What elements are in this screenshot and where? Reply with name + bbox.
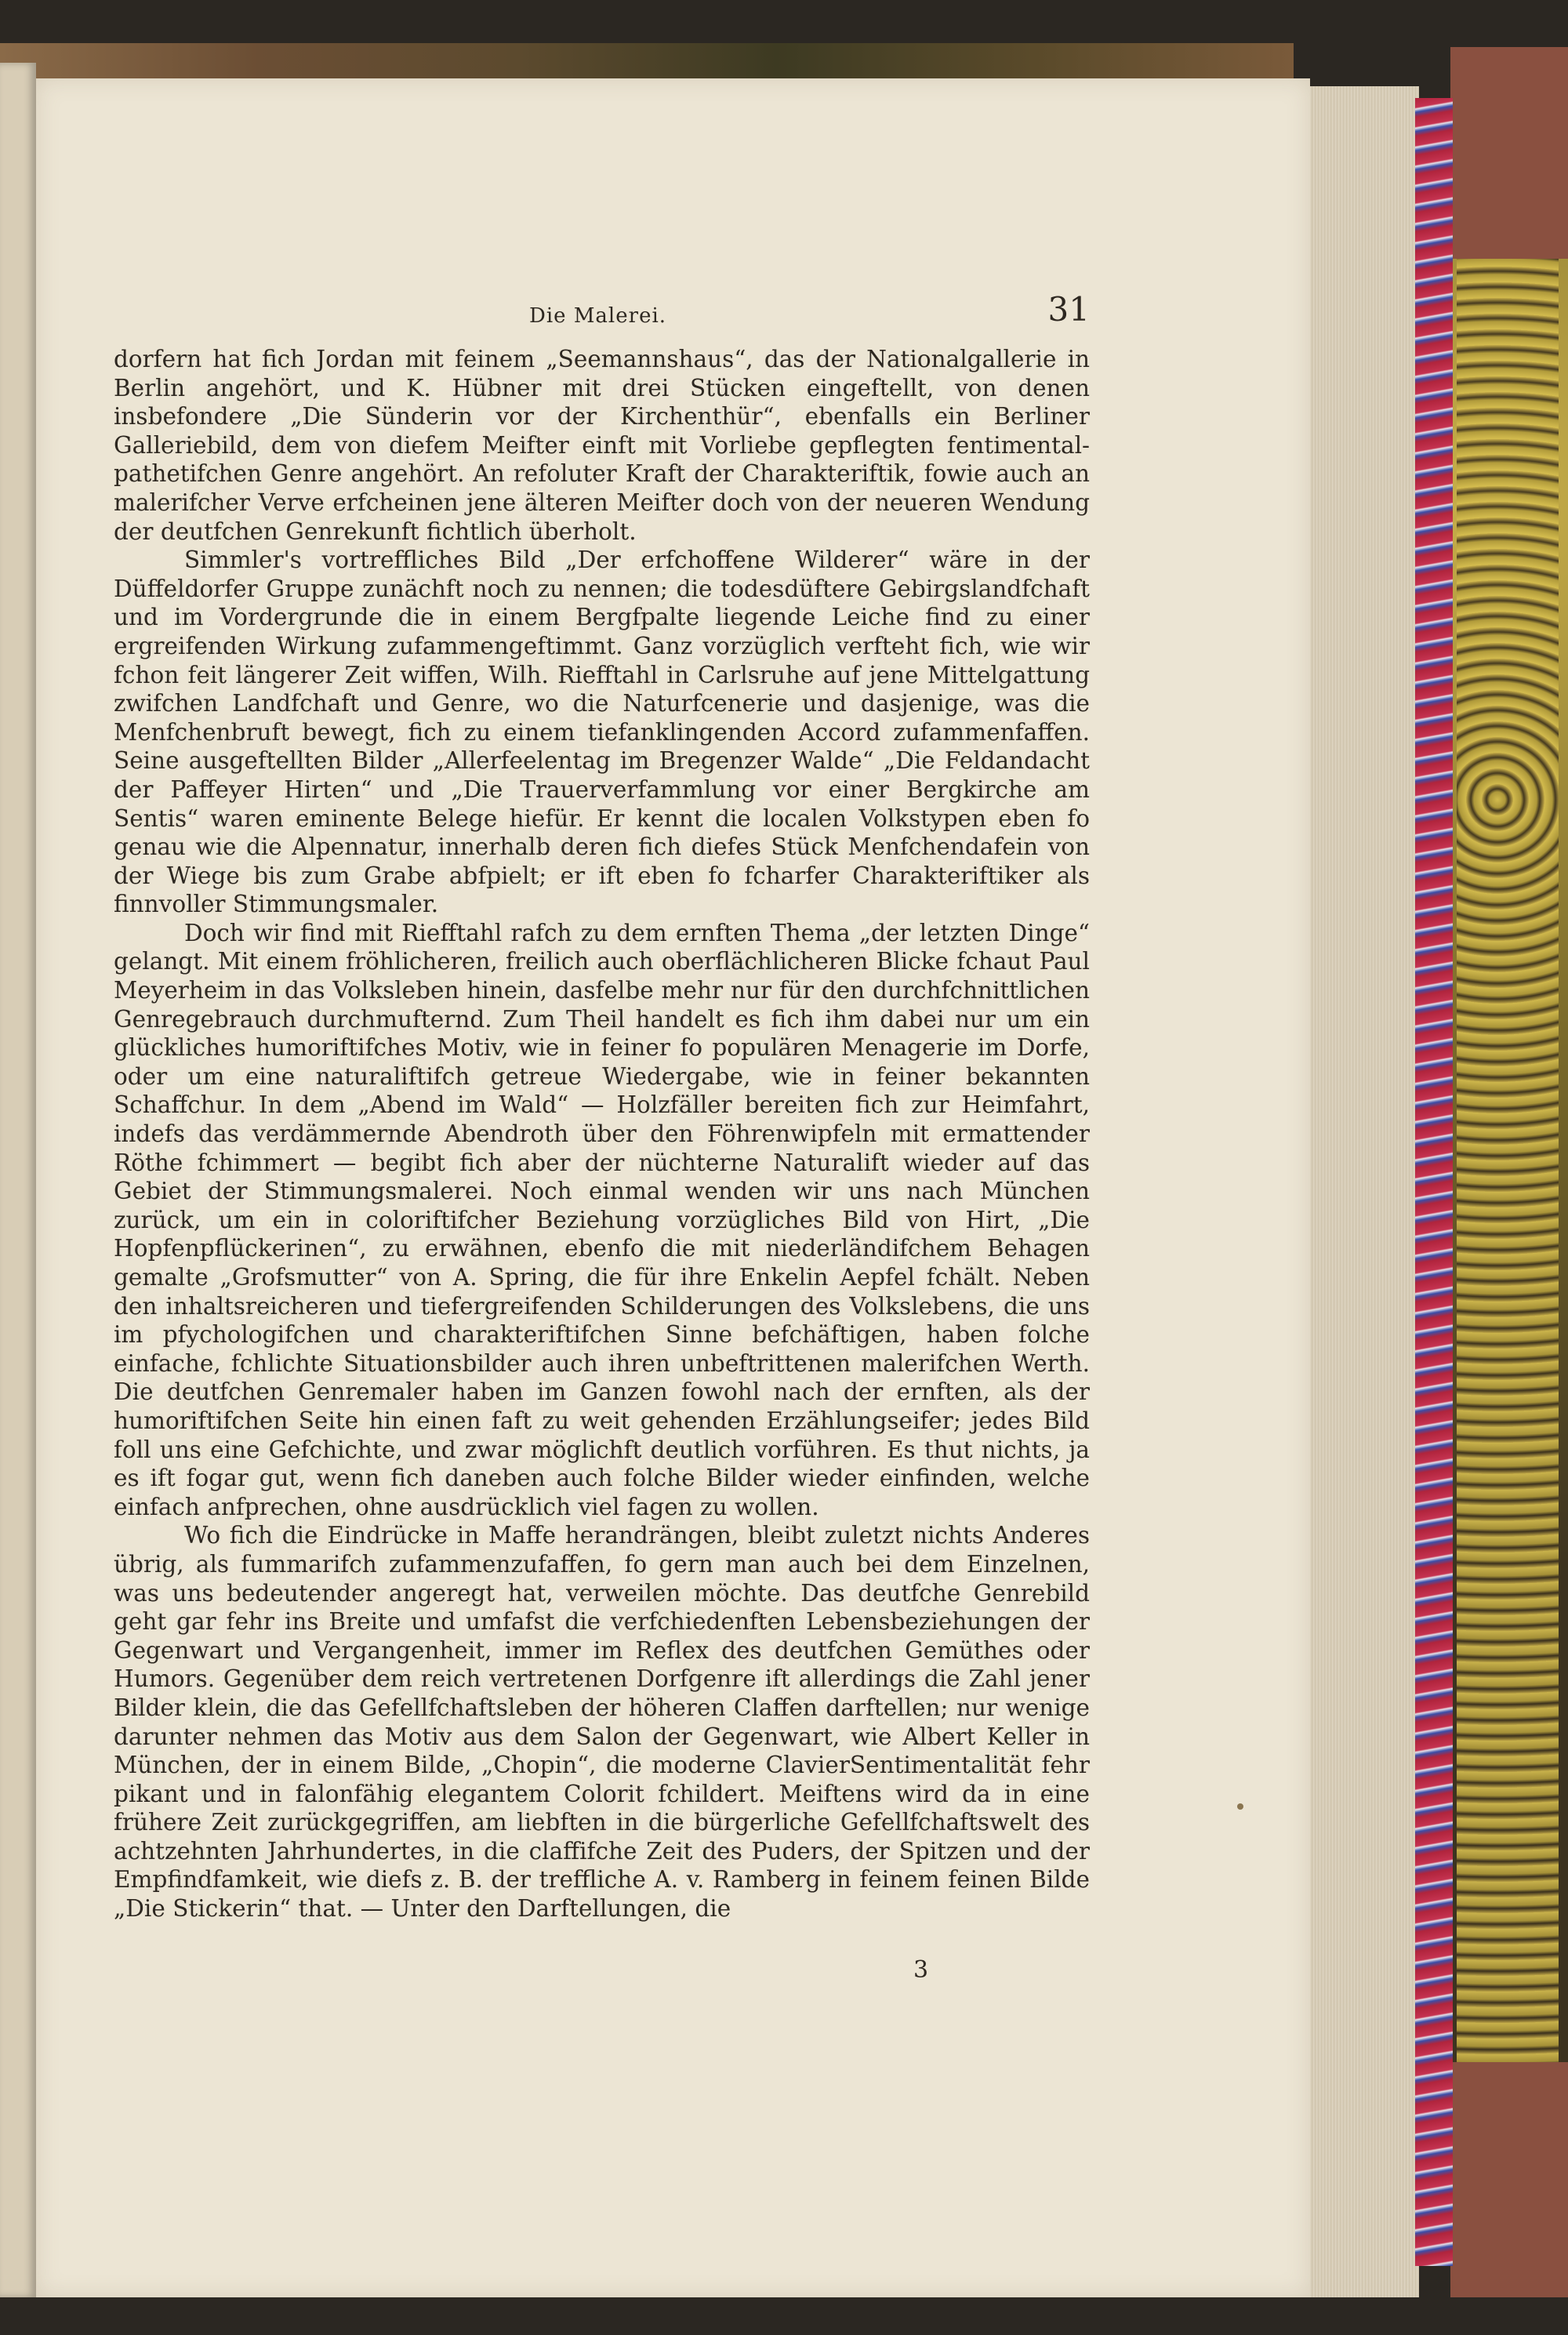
- page-block-edge: [1301, 86, 1419, 2297]
- marbled-cover-paper: [1457, 259, 1559, 2062]
- paragraph: Doch wir find mit Riefftahl rafch zu dem ernften Thema „der letzten Dinge“ gelangt. Mit einem fröhlicheren, freilich auch oberflächlicheren Blicke fchaut Paul Meyerheim in das Volksleben hinein, dasfelbe mehr nur für den durchfchnittlichen Genregebrauch durchmufternd. Zum Theil handelt es fich ihm dabei nur um ein glückliches humoriftifches Motiv, wie in feiner fo populären Menagerie im Dorfe, oder um eine naturaliftifch getreue Wiedergabe, wie in feiner bekannten Schaffchur. In dem „Abend im Wald“ — Holzfäller bereiten fich zur Heimfahrt, indefs das verdämmernde Abendroth über den Föhrenwipfeln mit ermattender Röthe fchimmert — begibt fich aber der nüchterne Naturalift wieder auf das Gebiet der Stimmungsmalerei. Noch einmal wenden wir uns nach München zurück, um ein in coloriftifcher Beziehung vorzügliches Bild von Hirt, „Die Hopfenpflückerinen“, zu erwähnen, ebenfo die mit niederländifchem Behagen gemalte „Grofsmutter“ von A. Spring, die für ihre Enkelin Aepfel fchält. Neben den inhaltsreicheren und tiefergreifenden Schilderungen des Volkslebens, die uns im pfychologifchen und charakteriftifchen Sinne befchäftigen, haben folche einfache, fchlichte Situationsbilder auch ihren unbeftrittenen malerifchen Werth. Die deutfchen Genremaler haben im Ganzen fowohl nach der ernften, als der humoriftifchen Seite hin einen faft zu weit gehenden Erzählungseifer; jedes Bild foll uns eine Gefchichte, und zwar möglichft deutlich vorführen. Es thut nichts, ja es ift fogar gut, wenn fich daneben auch folche Bilder wieder einfinden, welche einfach anfprechen, ohne ausdrücklich viel fagen zu wollen.: [114, 919, 1090, 1520]
- signature-mark: 3: [913, 1956, 929, 1984]
- paragraph: Simmler's vortreffliches Bild „Der erfchoffene Wilderer“ wäre in der Düffeldorfer Gruppe zunächft noch zu nennen; die todesdüftere Gebirgslandfchaft und im Vordergrunde die in einem Bergfpalte liegende Leiche find zu einer ergreifenden Wirkung zufammengeftimmt. Ganz vorzüglich verfteht fich, wie wir fchon feit längerer Zeit wiffen, Wilh. Riefftahl in Carlsruhe auf jene Mittelgattung zwifchen Landfchaft und Genre, wo die Naturfcenerie und dasjenige, was die Menfchenbruft bewegt, fich zu einem tiefanklingenden Accord zufammenfaffen. Seine ausgeftellten Bilder „Allerfeelentag im Bregenzer Walde“ „Die Feldandacht der Paffeyer Hirten“ und „Die Trauerverfammlung vor einer Bergkirche am Sentis“ waren eminente Belege hiefür. Er kennt die localen Volkstypen eben fo genau wie die Alpennatur, innerhalb deren fich diefes Stück Menfchendafein von der Wiege bis zum Grabe abfpielt; er ift eben fo fcharfer Charakteriftiker als finnvoller Stimmungsmaler.: [114, 547, 1090, 918]
- page-number: 31: [1047, 290, 1090, 329]
- page-header: [114, 290, 1090, 345]
- marbled-page-edge: [1415, 98, 1453, 2266]
- body-text: [114, 345, 1090, 1923]
- running-head: Die Malerei.: [529, 304, 667, 328]
- cover-leather-corner-bottom: [1450, 2062, 1568, 2297]
- paragraph: dorfern hat fich Jordan mit feinem „Seemannshaus“, das der Nationalgallerie in Berlin angehört, und K. Hübner mit drei Stücken eingeftellt, von denen insbefondere „Die Sünderin vor der Kirchenthür“, ebenfalls ein Berliner Galleriebild, dem von diefem Meifter einft mit Vorliebe gepflegten fentimental-pathetifchen Genre angehört. An refoluter Kraft der Charakteriftik, fowie auch an malerifcher Verve erfcheinen jene älteren Meifter doch von der neueren Wendung der deutfchen Genrekunft fichtlich überholt.: [114, 346, 1090, 545]
- paper-speck: [1237, 1803, 1243, 1810]
- cover-leather-corner-top: [1450, 47, 1568, 259]
- page-content: [114, 290, 1090, 1923]
- book-top-edge: [0, 43, 1294, 78]
- previous-page-edge: [0, 63, 36, 2297]
- paragraph: Wo fich die Eindrücke in Maffe herandrängen, bleibt zuletzt nichts Anderes übrig, als fummarifch zufammenzufaffen, fo gern man auch bei dem Einzelnen, was uns bedeutender angeregt hat, verweilen möchte. Das deutfche Genrebild geht gar fehr ins Breite und umfafst die verfchiedenften Lebensbeziehungen der Gegenwart und Vergangenheit, immer im Reflex des deutfchen Gemüthes oder Humors. Gegenüber dem reich vertretenen Dorfgenre ift allerdings die Zahl jener Bilder klein, die das Gefellfchaftsleben der höheren Claffen darftellen; nur wenige darunter nehmen das Motiv aus dem Salon der Gegenwart, wie Albert Keller in München, der in einem Bilde, „Chopin“, die moderne ClavierSentimentalität fehr pikant und in falonfähig elegantem Colorit fchildert. Meiftens wird da in eine frühere Zeit zurückgegriffen, am liebften in die bürgerliche Gefellfchaftswelt des achtzehnten Jahrhundertes, in die claffifche Zeit des Puders, der Spitzen und der Empfindfamkeit, wie diefs z. B. der treffliche A. v. Ramberg in feinem feinen Bilde „Die Stickerin“ that. — Unter den Darftellungen, die: [114, 1522, 1090, 1923]
